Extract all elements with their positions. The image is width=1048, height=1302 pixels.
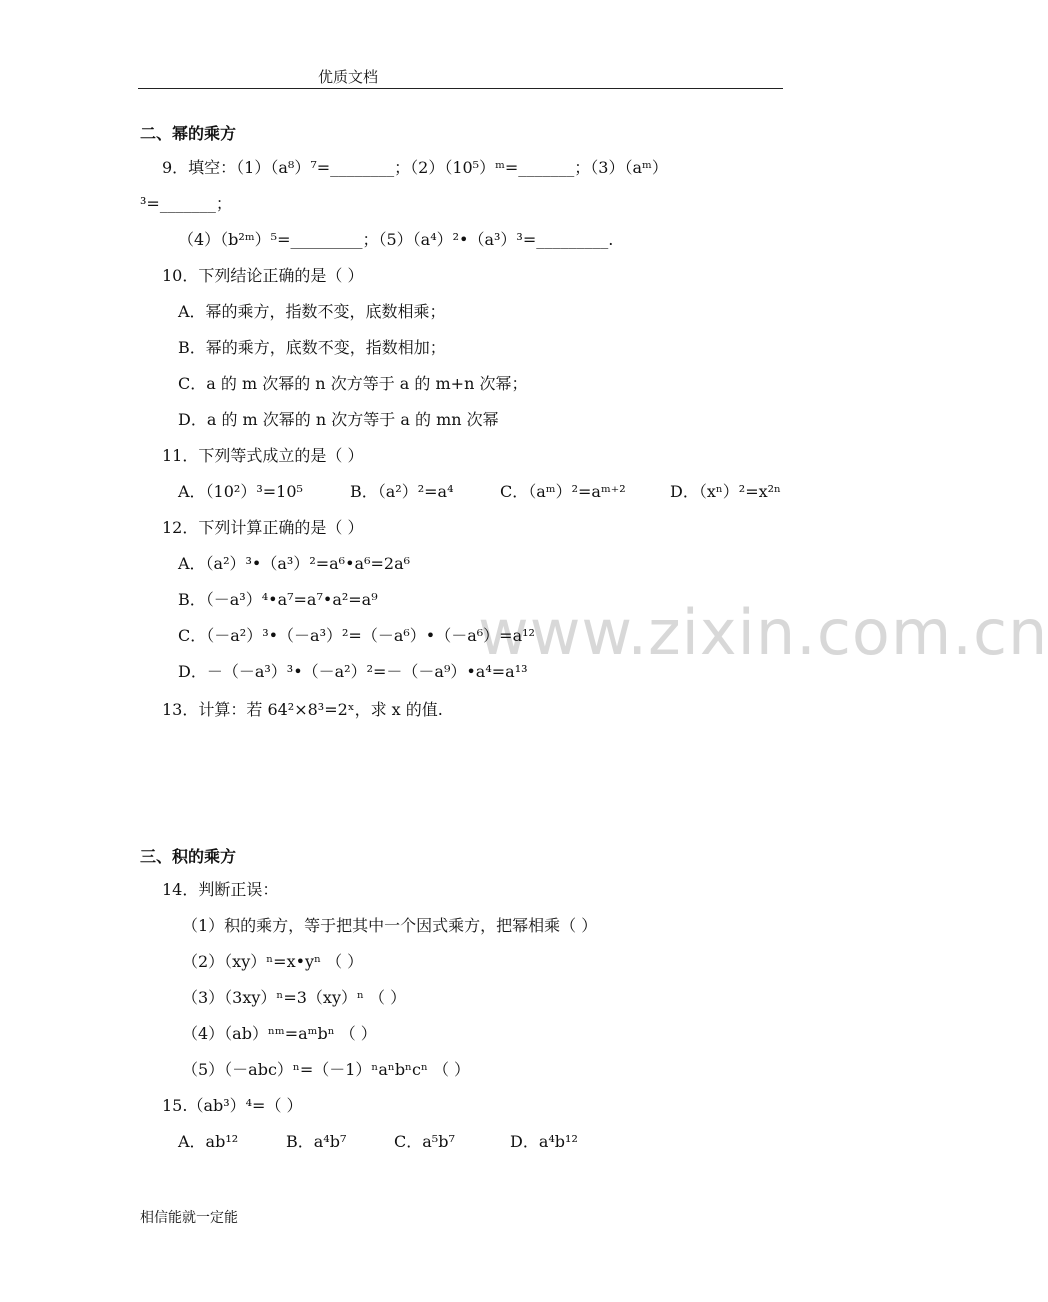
question-15: 15.（ab³）⁴=（ ）: [162, 1096, 303, 1115]
question-10-option-d: D．a 的 m 次幂的 n 次方等于 a 的 mn 次幂: [178, 410, 499, 429]
question-10-option-b: B．幂的乘方，底数不变，指数相加；: [178, 338, 446, 357]
question-15-options: [178, 1132, 578, 1152]
question-11-option-d: D．（xⁿ）²=x²ⁿ: [670, 482, 781, 501]
question-9-line-cont: ³=_______；: [140, 194, 232, 213]
question-9-line-2: （4）（b²ᵐ）⁵=_________；（5）（a⁴）²•（a³）³=_________.: [178, 230, 614, 249]
question-14-item-1: （1）积的乘方，等于把其中一个因式乘方，把幂相乘（ ）: [182, 916, 598, 935]
question-14: 14．判断正误：: [162, 880, 279, 899]
question-14-item-2: （2）（xy）ⁿ=x•yⁿ （ ）: [182, 952, 364, 971]
question-12-option-a: A．（a²）³•（a³）²=a⁶•a⁶=2a⁶: [178, 554, 411, 573]
question-11: 11．下列等式成立的是（ ）: [162, 446, 364, 465]
page-footer: 相信能就一定能: [140, 1210, 238, 1226]
question-15-option-c: C．a⁵b⁷: [394, 1132, 455, 1151]
question-10-option-c: C．a 的 m 次幂的 n 次方等于 a 的 m+n 次幂；: [178, 374, 528, 393]
question-11-option-c: C．（aᵐ）²=aᵐ⁺²: [500, 482, 626, 501]
header-divider: [138, 88, 783, 89]
question-15-option-b: B．a⁴b⁷: [286, 1132, 347, 1151]
question-12-option-b: B．（－a³）⁴•a⁷=a⁷•a²=a⁹: [178, 590, 378, 609]
question-15-option-a: A．ab¹²: [178, 1132, 239, 1151]
question-14-item-3: （3）（3xy）ⁿ=3（xy）ⁿ （ ）: [182, 988, 407, 1007]
question-10-option-a: A．幂的乘方，指数不变，底数相乘；: [178, 302, 446, 321]
question-9-line: 9．填空：（1）（a⁸）⁷=________；（2）（10⁵）ᵐ=_______；（3）（aᵐ）: [162, 158, 668, 177]
question-11-option-a: A．（10²）³=10⁵: [178, 482, 303, 501]
question-12-option-d: D．－（－a³）³•（－a²）²=－（－a⁹）•a⁴=a¹³: [178, 662, 528, 681]
section-title: 三、积的乘方: [140, 847, 237, 866]
question-12: 12．下列计算正确的是（ ）: [162, 518, 364, 537]
question-12-option-c: C．（－a²）³•（－a³）²=（－a⁶）•（－a⁶）=a¹²: [178, 626, 535, 645]
question-11-option-b: B．（a²）²=a⁴: [350, 482, 454, 501]
question-13: 13．计算：若 64²×8³=2ˣ，求 x 的值.: [162, 700, 443, 719]
page-header-title: 优质文档: [318, 68, 379, 86]
question-14-item-5: （5）（－abc）ⁿ=（－1）ⁿaⁿbⁿcⁿ （ ）: [182, 1060, 471, 1079]
watermark: www.zixin.com.cn: [478, 596, 1048, 669]
question-14-item-4: （4）（ab）ⁿᵐ=aᵐbⁿ （ ）: [182, 1024, 377, 1043]
question-15-option-d: D．a⁴b¹²: [510, 1132, 578, 1151]
question-11-options: [178, 482, 781, 502]
question-10: 10．下列结论正确的是（ ）: [162, 266, 364, 285]
section-title: 二、幂的乘方: [140, 124, 237, 143]
